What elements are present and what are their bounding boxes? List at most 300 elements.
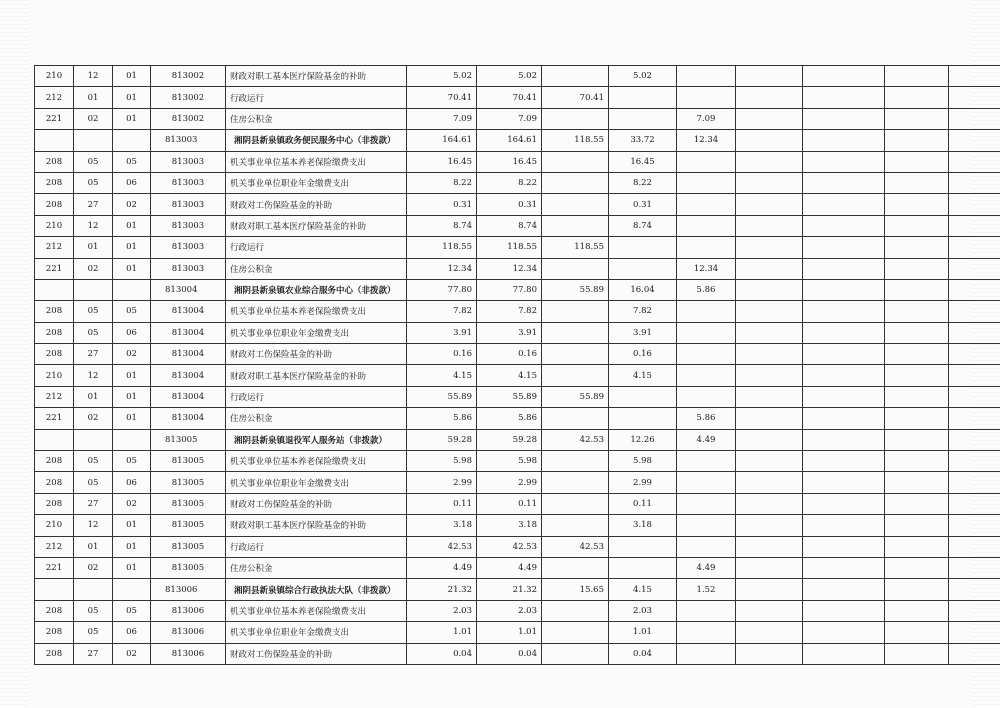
housing-fund-amount-cell bbox=[677, 365, 736, 386]
xiang-code-cell bbox=[113, 279, 151, 300]
subtotal-amount-cell: 5.98 bbox=[477, 451, 542, 472]
empty-cell bbox=[736, 557, 803, 578]
unit-code-cell: 813004 bbox=[151, 408, 226, 429]
kuan-code-cell: 27 bbox=[74, 493, 113, 514]
table-row bbox=[35, 515, 1000, 536]
total-amount-cell: 7.09 bbox=[407, 108, 477, 129]
budget-expenditure-table bbox=[34, 65, 1000, 665]
unit-code-cell: 813004 bbox=[151, 344, 226, 365]
table-row bbox=[35, 151, 1000, 172]
empty-cell bbox=[736, 215, 803, 236]
kuan-code-cell: 05 bbox=[74, 451, 113, 472]
basic-salary-amount-cell bbox=[542, 622, 609, 643]
unit-code-cell: 813005 bbox=[151, 472, 226, 493]
empty-cell bbox=[736, 493, 803, 514]
kuan-code-cell: 12 bbox=[74, 66, 113, 87]
unit-summary-row bbox=[35, 579, 1000, 600]
housing-fund-amount-cell: 7.09 bbox=[677, 108, 736, 129]
item-name-cell: 机关事业单位职业年金缴费支出 bbox=[226, 322, 407, 343]
subtotal-amount-cell: 21.32 bbox=[477, 579, 542, 600]
unit-code-cell: 813002 bbox=[151, 87, 226, 108]
item-name-cell: 行政运行 bbox=[226, 237, 407, 258]
empty-cell bbox=[885, 237, 949, 258]
total-amount-cell: 2.99 bbox=[407, 472, 477, 493]
kuan-code-cell: 12 bbox=[74, 215, 113, 236]
social-security-amount-cell bbox=[609, 237, 677, 258]
kuan-code-cell: 05 bbox=[74, 172, 113, 193]
kuan-code-cell bbox=[74, 579, 113, 600]
basic-salary-amount-cell: 118.55 bbox=[542, 237, 609, 258]
item-name-cell: 湘阴县新泉镇政务便民服务中心（非拨款） bbox=[226, 130, 407, 151]
unit-code-cell: 813003 bbox=[151, 215, 226, 236]
item-name-cell: 行政运行 bbox=[226, 536, 407, 557]
kuan-code-cell: 01 bbox=[74, 536, 113, 557]
social-security-amount-cell bbox=[609, 536, 677, 557]
empty-cell bbox=[949, 408, 1000, 429]
housing-fund-amount-cell: 5.86 bbox=[677, 279, 736, 300]
empty-cell bbox=[803, 258, 885, 279]
subtotal-amount-cell: 70.41 bbox=[477, 87, 542, 108]
table-row bbox=[35, 536, 1000, 557]
empty-cell bbox=[949, 536, 1000, 557]
item-name-cell: 财政对职工基本医疗保险基金的补助 bbox=[226, 365, 407, 386]
empty-cell bbox=[736, 622, 803, 643]
table-row bbox=[35, 365, 1000, 386]
social-security-amount-cell: 8.74 bbox=[609, 215, 677, 236]
empty-cell bbox=[949, 301, 1000, 322]
empty-cell bbox=[885, 108, 949, 129]
total-amount-cell: 5.86 bbox=[407, 408, 477, 429]
item-name-cell: 机关事业单位基本养老保险缴费支出 bbox=[226, 151, 407, 172]
empty-cell bbox=[949, 643, 1000, 664]
table-body bbox=[35, 66, 1000, 665]
total-amount-cell: 8.74 bbox=[407, 215, 477, 236]
unit-code-cell: 813006 bbox=[151, 579, 226, 600]
empty-cell bbox=[885, 215, 949, 236]
class-code-cell: 221 bbox=[35, 557, 74, 578]
total-amount-cell: 3.91 bbox=[407, 322, 477, 343]
unit-code-cell: 813005 bbox=[151, 557, 226, 578]
basic-salary-amount-cell bbox=[542, 515, 609, 536]
unit-code-cell: 813004 bbox=[151, 365, 226, 386]
item-name-cell: 机关事业单位基本养老保险缴费支出 bbox=[226, 600, 407, 621]
empty-cell bbox=[736, 536, 803, 557]
class-code-cell: 208 bbox=[35, 451, 74, 472]
housing-fund-amount-cell bbox=[677, 215, 736, 236]
kuan-code-cell: 02 bbox=[74, 408, 113, 429]
housing-fund-amount-cell bbox=[677, 301, 736, 322]
empty-cell bbox=[949, 557, 1000, 578]
social-security-amount-cell: 2.99 bbox=[609, 472, 677, 493]
empty-cell bbox=[736, 451, 803, 472]
item-name-cell: 机关事业单位职业年金缴费支出 bbox=[226, 172, 407, 193]
empty-cell bbox=[885, 536, 949, 557]
basic-salary-amount-cell bbox=[542, 600, 609, 621]
subtotal-amount-cell: 3.18 bbox=[477, 515, 542, 536]
empty-cell bbox=[803, 237, 885, 258]
subtotal-amount-cell: 2.99 bbox=[477, 472, 542, 493]
table-row bbox=[35, 386, 1000, 407]
table-row bbox=[35, 301, 1000, 322]
table-row bbox=[35, 215, 1000, 236]
empty-cell bbox=[803, 643, 885, 664]
total-amount-cell: 0.04 bbox=[407, 643, 477, 664]
item-name-cell: 财政对职工基本医疗保险基金的补助 bbox=[226, 66, 407, 87]
unit-code-cell: 813005 bbox=[151, 515, 226, 536]
empty-cell bbox=[949, 130, 1000, 151]
housing-fund-amount-cell bbox=[677, 237, 736, 258]
empty-cell bbox=[885, 322, 949, 343]
subtotal-amount-cell: 59.28 bbox=[477, 429, 542, 450]
xiang-code-cell bbox=[113, 579, 151, 600]
empty-cell bbox=[803, 215, 885, 236]
class-code-cell: 210 bbox=[35, 66, 74, 87]
empty-cell bbox=[736, 87, 803, 108]
kuan-code-cell: 27 bbox=[74, 344, 113, 365]
item-name-cell: 住房公积金 bbox=[226, 108, 407, 129]
housing-fund-amount-cell bbox=[677, 322, 736, 343]
class-code-cell: 212 bbox=[35, 237, 74, 258]
class-code-cell: 208 bbox=[35, 493, 74, 514]
social-security-amount-cell: 16.04 bbox=[609, 279, 677, 300]
item-name-cell: 机关事业单位职业年金缴费支出 bbox=[226, 622, 407, 643]
total-amount-cell: 5.98 bbox=[407, 451, 477, 472]
kuan-code-cell: 02 bbox=[74, 557, 113, 578]
table-row bbox=[35, 194, 1000, 215]
unit-summary-row bbox=[35, 429, 1000, 450]
table-row bbox=[35, 172, 1000, 193]
table-row bbox=[35, 408, 1000, 429]
item-name-cell: 湘阴县新泉镇农业综合服务中心（非拨款） bbox=[226, 279, 407, 300]
empty-cell bbox=[803, 579, 885, 600]
empty-cell bbox=[736, 172, 803, 193]
empty-cell bbox=[949, 194, 1000, 215]
kuan-code-cell: 05 bbox=[74, 622, 113, 643]
basic-salary-amount-cell: 118.55 bbox=[542, 130, 609, 151]
empty-cell bbox=[803, 622, 885, 643]
class-code-cell: 212 bbox=[35, 536, 74, 557]
social-security-amount-cell: 0.04 bbox=[609, 643, 677, 664]
social-security-amount-cell: 3.91 bbox=[609, 322, 677, 343]
unit-code-cell: 813003 bbox=[151, 194, 226, 215]
xiang-code-cell: 01 bbox=[113, 108, 151, 129]
empty-cell bbox=[885, 408, 949, 429]
subtotal-amount-cell: 164.61 bbox=[477, 130, 542, 151]
kuan-code-cell: 27 bbox=[74, 194, 113, 215]
basic-salary-amount-cell bbox=[542, 322, 609, 343]
empty-cell bbox=[949, 493, 1000, 514]
total-amount-cell: 164.61 bbox=[407, 130, 477, 151]
xiang-code-cell: 02 bbox=[113, 344, 151, 365]
housing-fund-amount-cell: 1.52 bbox=[677, 579, 736, 600]
empty-cell bbox=[803, 493, 885, 514]
empty-cell bbox=[803, 66, 885, 87]
social-security-amount-cell: 2.03 bbox=[609, 600, 677, 621]
item-name-cell: 行政运行 bbox=[226, 386, 407, 407]
empty-cell bbox=[736, 151, 803, 172]
unit-code-cell: 813005 bbox=[151, 493, 226, 514]
empty-cell bbox=[885, 557, 949, 578]
empty-cell bbox=[885, 622, 949, 643]
housing-fund-amount-cell bbox=[677, 536, 736, 557]
housing-fund-amount-cell bbox=[677, 87, 736, 108]
subtotal-amount-cell: 42.53 bbox=[477, 536, 542, 557]
unit-code-cell: 813004 bbox=[151, 301, 226, 322]
item-name-cell: 机关事业单位基本养老保险缴费支出 bbox=[226, 301, 407, 322]
class-code-cell: 208 bbox=[35, 643, 74, 664]
class-code-cell: 221 bbox=[35, 258, 74, 279]
housing-fund-amount-cell bbox=[677, 451, 736, 472]
unit-summary-row bbox=[35, 130, 1000, 151]
total-amount-cell: 55.89 bbox=[407, 386, 477, 407]
xiang-code-cell: 06 bbox=[113, 472, 151, 493]
housing-fund-amount-cell bbox=[677, 493, 736, 514]
housing-fund-amount-cell: 12.34 bbox=[677, 258, 736, 279]
unit-code-cell: 813002 bbox=[151, 66, 226, 87]
xiang-code-cell: 06 bbox=[113, 622, 151, 643]
unit-code-cell: 813004 bbox=[151, 386, 226, 407]
empty-cell bbox=[949, 472, 1000, 493]
table-row bbox=[35, 622, 1000, 643]
total-amount-cell: 7.82 bbox=[407, 301, 477, 322]
total-amount-cell: 21.32 bbox=[407, 579, 477, 600]
item-name-cell: 财政对职工基本医疗保险基金的补助 bbox=[226, 515, 407, 536]
empty-cell bbox=[803, 557, 885, 578]
subtotal-amount-cell: 5.86 bbox=[477, 408, 542, 429]
empty-cell bbox=[803, 87, 885, 108]
total-amount-cell: 5.02 bbox=[407, 66, 477, 87]
kuan-code-cell: 12 bbox=[74, 365, 113, 386]
kuan-code-cell bbox=[74, 279, 113, 300]
social-security-amount-cell bbox=[609, 557, 677, 578]
basic-salary-amount-cell bbox=[542, 301, 609, 322]
empty-cell bbox=[736, 515, 803, 536]
subtotal-amount-cell: 3.91 bbox=[477, 322, 542, 343]
empty-cell bbox=[736, 643, 803, 664]
empty-cell bbox=[803, 301, 885, 322]
class-code-cell: 208 bbox=[35, 472, 74, 493]
class-code-cell: 212 bbox=[35, 386, 74, 407]
item-name-cell: 行政运行 bbox=[226, 87, 407, 108]
class-code-cell: 210 bbox=[35, 215, 74, 236]
housing-fund-amount-cell bbox=[677, 622, 736, 643]
empty-cell bbox=[803, 344, 885, 365]
total-amount-cell: 1.01 bbox=[407, 622, 477, 643]
basic-salary-amount-cell bbox=[542, 472, 609, 493]
housing-fund-amount-cell: 12.34 bbox=[677, 130, 736, 151]
class-code-cell: 212 bbox=[35, 87, 74, 108]
subtotal-amount-cell: 0.11 bbox=[477, 493, 542, 514]
housing-fund-amount-cell bbox=[677, 66, 736, 87]
class-code-cell: 221 bbox=[35, 408, 74, 429]
empty-cell bbox=[803, 365, 885, 386]
housing-fund-amount-cell bbox=[677, 151, 736, 172]
xiang-code-cell: 02 bbox=[113, 194, 151, 215]
empty-cell bbox=[803, 600, 885, 621]
empty-cell bbox=[736, 108, 803, 129]
basic-salary-amount-cell bbox=[542, 557, 609, 578]
empty-cell bbox=[949, 429, 1000, 450]
table-row bbox=[35, 451, 1000, 472]
unit-code-cell: 813005 bbox=[151, 429, 226, 450]
basic-salary-amount-cell bbox=[542, 108, 609, 129]
item-name-cell: 湘阴县新泉镇综合行政执法大队（非拨款） bbox=[226, 579, 407, 600]
xiang-code-cell: 02 bbox=[113, 493, 151, 514]
item-name-cell: 财政对工伤保险基金的补助 bbox=[226, 194, 407, 215]
basic-salary-amount-cell bbox=[542, 151, 609, 172]
empty-cell bbox=[885, 472, 949, 493]
scan-edge-left bbox=[0, 0, 28, 708]
table-row bbox=[35, 643, 1000, 664]
empty-cell bbox=[803, 172, 885, 193]
social-security-amount-cell: 12.26 bbox=[609, 429, 677, 450]
subtotal-amount-cell: 0.31 bbox=[477, 194, 542, 215]
empty-cell bbox=[803, 451, 885, 472]
social-security-amount-cell bbox=[609, 408, 677, 429]
empty-cell bbox=[885, 301, 949, 322]
xiang-code-cell bbox=[113, 130, 151, 151]
empty-cell bbox=[803, 429, 885, 450]
empty-cell bbox=[736, 344, 803, 365]
kuan-code-cell: 01 bbox=[74, 386, 113, 407]
unit-code-cell: 813003 bbox=[151, 237, 226, 258]
item-name-cell: 财政对工伤保险基金的补助 bbox=[226, 493, 407, 514]
basic-salary-amount-cell bbox=[542, 344, 609, 365]
total-amount-cell: 8.22 bbox=[407, 172, 477, 193]
table-row bbox=[35, 87, 1000, 108]
empty-cell bbox=[736, 194, 803, 215]
subtotal-amount-cell: 118.55 bbox=[477, 237, 542, 258]
empty-cell bbox=[949, 87, 1000, 108]
total-amount-cell: 0.16 bbox=[407, 344, 477, 365]
class-code-cell: 208 bbox=[35, 322, 74, 343]
class-code-cell bbox=[35, 130, 74, 151]
subtotal-amount-cell: 7.09 bbox=[477, 108, 542, 129]
basic-salary-amount-cell: 42.53 bbox=[542, 536, 609, 557]
empty-cell bbox=[949, 344, 1000, 365]
total-amount-cell: 16.45 bbox=[407, 151, 477, 172]
empty-cell bbox=[885, 365, 949, 386]
social-security-amount-cell: 5.02 bbox=[609, 66, 677, 87]
kuan-code-cell: 27 bbox=[74, 643, 113, 664]
basic-salary-amount-cell: 55.89 bbox=[542, 386, 609, 407]
total-amount-cell: 2.03 bbox=[407, 600, 477, 621]
empty-cell bbox=[803, 151, 885, 172]
housing-fund-amount-cell: 5.86 bbox=[677, 408, 736, 429]
xiang-code-cell: 01 bbox=[113, 515, 151, 536]
xiang-code-cell: 01 bbox=[113, 215, 151, 236]
empty-cell bbox=[736, 301, 803, 322]
kuan-code-cell: 05 bbox=[74, 472, 113, 493]
basic-salary-amount-cell bbox=[542, 215, 609, 236]
housing-fund-amount-cell bbox=[677, 172, 736, 193]
total-amount-cell: 77.80 bbox=[407, 279, 477, 300]
social-security-amount-cell bbox=[609, 87, 677, 108]
class-code-cell: 208 bbox=[35, 194, 74, 215]
class-code-cell: 208 bbox=[35, 151, 74, 172]
empty-cell bbox=[736, 386, 803, 407]
xiang-code-cell: 01 bbox=[113, 66, 151, 87]
empty-cell bbox=[885, 600, 949, 621]
xiang-code-cell: 01 bbox=[113, 365, 151, 386]
xiang-code-cell: 06 bbox=[113, 322, 151, 343]
total-amount-cell: 70.41 bbox=[407, 87, 477, 108]
empty-cell bbox=[949, 579, 1000, 600]
kuan-code-cell: 02 bbox=[74, 258, 113, 279]
empty-cell bbox=[803, 515, 885, 536]
social-security-amount-cell: 3.18 bbox=[609, 515, 677, 536]
subtotal-amount-cell: 0.16 bbox=[477, 344, 542, 365]
item-name-cell: 机关事业单位职业年金缴费支出 bbox=[226, 472, 407, 493]
empty-cell bbox=[949, 279, 1000, 300]
empty-cell bbox=[736, 322, 803, 343]
unit-code-cell: 813003 bbox=[151, 130, 226, 151]
social-security-amount-cell: 4.15 bbox=[609, 579, 677, 600]
empty-cell bbox=[736, 600, 803, 621]
housing-fund-amount-cell bbox=[677, 643, 736, 664]
subtotal-amount-cell: 55.89 bbox=[477, 386, 542, 407]
unit-code-cell: 813006 bbox=[151, 622, 226, 643]
social-security-amount-cell: 7.82 bbox=[609, 301, 677, 322]
unit-code-cell: 813005 bbox=[151, 451, 226, 472]
social-security-amount-cell bbox=[609, 108, 677, 129]
subtotal-amount-cell: 77.80 bbox=[477, 279, 542, 300]
xiang-code-cell: 05 bbox=[113, 451, 151, 472]
empty-cell bbox=[736, 365, 803, 386]
xiang-code-cell: 01 bbox=[113, 386, 151, 407]
social-security-amount-cell: 0.31 bbox=[609, 194, 677, 215]
basic-salary-amount-cell bbox=[542, 172, 609, 193]
class-code-cell: 208 bbox=[35, 622, 74, 643]
empty-cell bbox=[949, 215, 1000, 236]
social-security-amount-cell: 0.16 bbox=[609, 344, 677, 365]
empty-cell bbox=[803, 472, 885, 493]
empty-cell bbox=[885, 66, 949, 87]
item-name-cell: 机关事业单位基本养老保险缴费支出 bbox=[226, 451, 407, 472]
item-name-cell: 住房公积金 bbox=[226, 408, 407, 429]
xiang-code-cell: 01 bbox=[113, 237, 151, 258]
class-code-cell: 208 bbox=[35, 600, 74, 621]
social-security-amount-cell bbox=[609, 386, 677, 407]
subtotal-amount-cell: 0.04 bbox=[477, 643, 542, 664]
social-security-amount-cell: 5.98 bbox=[609, 451, 677, 472]
subtotal-amount-cell: 5.02 bbox=[477, 66, 542, 87]
basic-salary-amount-cell bbox=[542, 258, 609, 279]
empty-cell bbox=[885, 451, 949, 472]
basic-salary-amount-cell bbox=[542, 643, 609, 664]
table-row bbox=[35, 344, 1000, 365]
item-name-cell: 财政对工伤保险基金的补助 bbox=[226, 643, 407, 664]
unit-code-cell: 813004 bbox=[151, 279, 226, 300]
class-code-cell: 208 bbox=[35, 301, 74, 322]
empty-cell bbox=[885, 194, 949, 215]
housing-fund-amount-cell bbox=[677, 472, 736, 493]
subtotal-amount-cell: 12.34 bbox=[477, 258, 542, 279]
empty-cell bbox=[736, 258, 803, 279]
empty-cell bbox=[885, 130, 949, 151]
social-security-amount-cell bbox=[609, 258, 677, 279]
social-security-amount-cell: 0.11 bbox=[609, 493, 677, 514]
empty-cell bbox=[885, 279, 949, 300]
kuan-code-cell: 01 bbox=[74, 237, 113, 258]
xiang-code-cell: 01 bbox=[113, 557, 151, 578]
table-row bbox=[35, 322, 1000, 343]
xiang-code-cell: 06 bbox=[113, 172, 151, 193]
housing-fund-amount-cell: 4.49 bbox=[677, 429, 736, 450]
kuan-code-cell: 01 bbox=[74, 87, 113, 108]
empty-cell bbox=[736, 130, 803, 151]
empty-cell bbox=[949, 451, 1000, 472]
